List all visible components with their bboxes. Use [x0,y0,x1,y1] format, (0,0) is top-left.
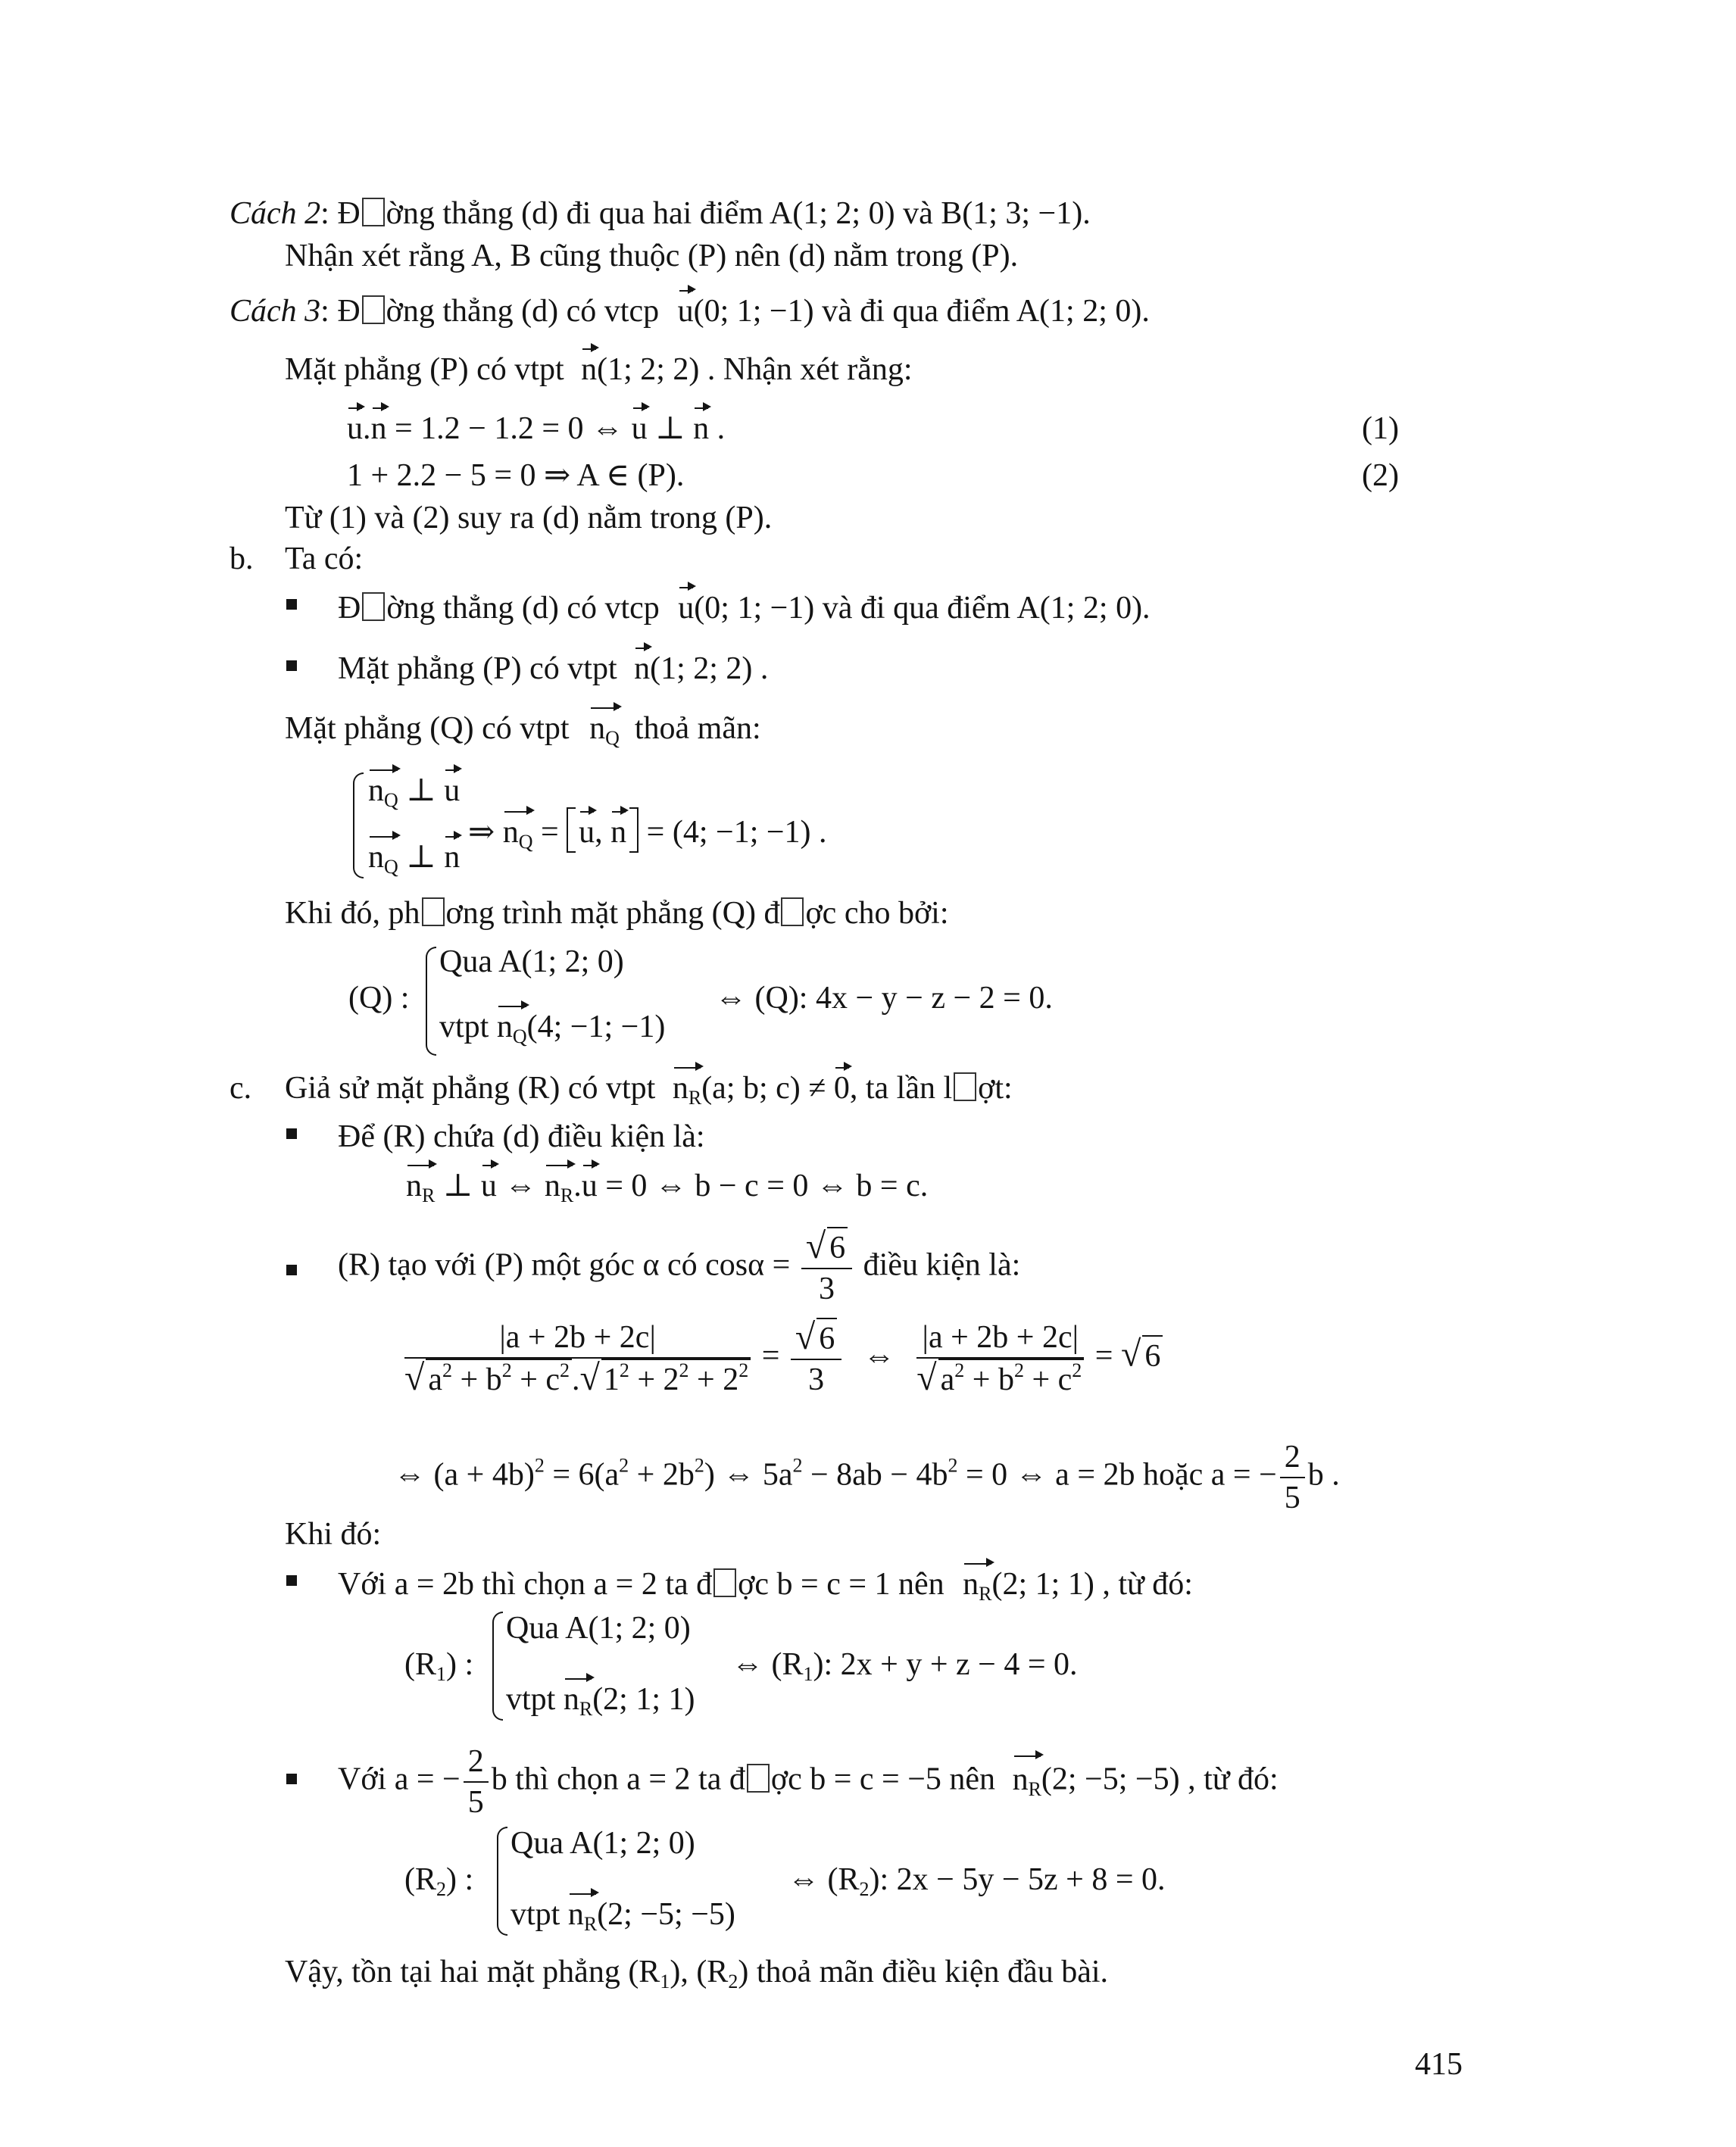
missing-glyph-box [362,295,385,324]
line-voi-a-neg: Với a = − $\frac{2}{5}$ b thì chọn a = 2 ta đ ợc b = c = −5 nên $n_R(2$; −5; −5) , từ đó: [338,1742,1279,1822]
system-brace [492,1612,503,1721]
line-r-tao-voi-p: (R) tạo với (P) một góc α có cosα = $\frac{√ 6}{3}$ điều kiện là: [338,1227,1020,1309]
bullet [286,660,297,671]
line-de-r-chua-d: Để (R) chứa (d) điều kiện là: [338,1119,705,1154]
bracket-left [567,807,576,853]
bullet [286,1774,297,1784]
system-brace [497,1827,507,1936]
bullet [286,599,297,610]
line-r1-vtpt: vtpt $n_R(2$; 1; 1) [506,1680,695,1719]
equation-r1: ⇔ $(R_1)$: 2x + y + z − 4 = 0. [732,1647,1078,1685]
line-mat-phang-p-vtpt: Mặt phẳng (P) có vtpt n(1; 2; 2) . [338,649,768,688]
fraction-2-over-5: $\frac{2}{5}$ [464,1742,489,1822]
bullet [286,1128,297,1139]
line-khi-do-phuong-trinh: Khi đó, ph ơng trình mặt phẳng (Q) đ ợc cho bởi: [285,896,949,931]
line-duong-thang-d: Đ ờng thẳng (d) có vtcp u(0; 1; −1) và đi qua điểm A(1; 2; 0). [338,588,1151,628]
equation-q: ⇔ (Q): 4x − y − z − 2 = 0. [715,981,1053,1016]
label-r2: $(R_2)$ : [404,1862,474,1900]
line-quadratic: ⇔ $(a + 4b)^2 = 6(a^2 + 2b^2)$ ⇔ $5a^2 - 8ab - 4b^2 = 0$ ⇔ a = 2b hoặc a = − $\frac{2}{5}$ b . [394,1437,1340,1518]
fraction-sqrt6-over-3: $\frac{√ 6}{3}$ [801,1227,852,1309]
line-nq-perp-u: $n_Q$ ⊥ u [368,771,460,810]
line-nq-perp-n: $n_Q$ ⊥ n [368,838,460,877]
line-cach2: Cách 2: Đ ờng thẳng (d) đi qua hai điểm A(1; 2; 0) và B(1; 3; −1). [229,196,1091,231]
missing-glyph-box [713,1568,736,1597]
line-nq-cross: ⇒ $n_Q = u$, n = (4; −1; −1) . [468,807,827,853]
label-c: c. [229,1071,252,1106]
bullet [286,1265,297,1275]
line-dot-product: u.n = 1.2 − 1.2 = 0 ⇔ u ⊥ n . [347,409,725,448]
line-voi-a-2b: Với a = 2b thì chọn a = 2 ta đ ợc b = c = 1 nên $n_R(2$; 1; 1) , từ đó: [338,1565,1193,1604]
system-brace [426,947,436,1056]
line-cach3: Cách 3: Đ ờng thẳng (d) có vtcp u(0; 1; −1) và đi qua điểm A(1; 2; 0). [229,292,1150,331]
bullet [286,1575,297,1586]
line-gia-su: Giả sử mặt phẳng (R) có vtpt $n_R(a$; b; c) ≠ 0, ta lần l ợt: [285,1069,1013,1108]
line-r2-vtpt: vtpt $n_R(2$; −5; −5) [510,1895,735,1934]
line-cos-equation: $\frac{|a + 2b + 2c|}{√ a^2 + b^2 + c^2.√ 1^2 + 2^2 + 2^2}$ = $\frac{√ 6}{3}$ ⇔ $\frac{|a + 2b + 2c|}{√ a^2 + b^2 + c^2}$ = √ 6 [401,1318,1163,1400]
equation-r2: ⇔ $(R_2)$: 2x − 5y − 5z + 8 = 0. [788,1862,1166,1900]
line-conclusion: Vậy, tồn tại hai mặt phẳng $(R_1)$, $(R_2)$ thoả mãn điều kiện đầu bài. [285,1955,1109,1993]
line-nhan-xet-1: Nhận xét rằng A, B cũng thuộc (P) nên (d) nằm trong (P). [285,239,1019,273]
equation-number-1: (1) [1362,411,1399,446]
label-b: b. [229,541,254,576]
system-brace [353,772,364,878]
line-nr-perp-u: $n_R$ ⊥ u ⇔ $n_R.u = 0$ ⇔ b − c = 0 ⇔ b = c. [406,1166,928,1206]
bracket-right [629,807,639,853]
line-r1-qua-a: Qua A(1; 2; 0) [506,1611,691,1646]
line-khi-do: Khi đó: [285,1517,382,1552]
label-q: (Q) : [348,981,410,1016]
equation-number-2: (2) [1362,458,1399,493]
line-q-qua-a: Qua A(1; 2; 0) [439,944,624,979]
missing-glyph-box [362,198,385,226]
fraction-sqrt6-over-3: $\frac{√ 6}{3}$ [791,1318,841,1400]
missing-glyph-box [954,1072,976,1101]
line-mat-phang-p: Mặt phẳng (P) có vtpt n(1; 2; 2) . Nhận xét rằng: [285,350,913,389]
fraction-abs-over-norm: $\frac{|a + 2b + 2c|}{√ a^2 + b^2 + c^2}$ [916,1318,1084,1400]
line-r2-qua-a: Qua A(1; 2; 0) [510,1826,695,1861]
label-r1: $(R_1)$ : [404,1647,474,1685]
line-ta-co: Ta có: [285,541,364,576]
line-mat-phang-q: Mặt phẳng (Q) có vtpt $n_Q$ thoả mãn: [285,709,761,748]
line-suy-ra: Từ (1) và (2) suy ra (d) nằm trong (P). [285,501,773,535]
fraction-cos-main: $\frac{|a + 2b + 2c|}{√ a^2 + b^2 + c^2.√ 1^2 + 2^2 + 2^2}$ [404,1318,751,1400]
missing-glyph-box [422,897,445,926]
missing-glyph-box [781,897,804,926]
line-a-in-p: 1 + 2.2 − 5 = 0 ⇒ A ∈ (P). [347,458,685,493]
page-number: 415 [1415,2047,1463,2082]
missing-glyph-box [747,1764,770,1793]
fraction-2-over-5: $\frac{2}{5}$ [1280,1437,1305,1518]
line-q-vtpt: vtpt $n_Q(4$; −1; −1) [439,1007,665,1047]
missing-glyph-box [362,592,385,621]
